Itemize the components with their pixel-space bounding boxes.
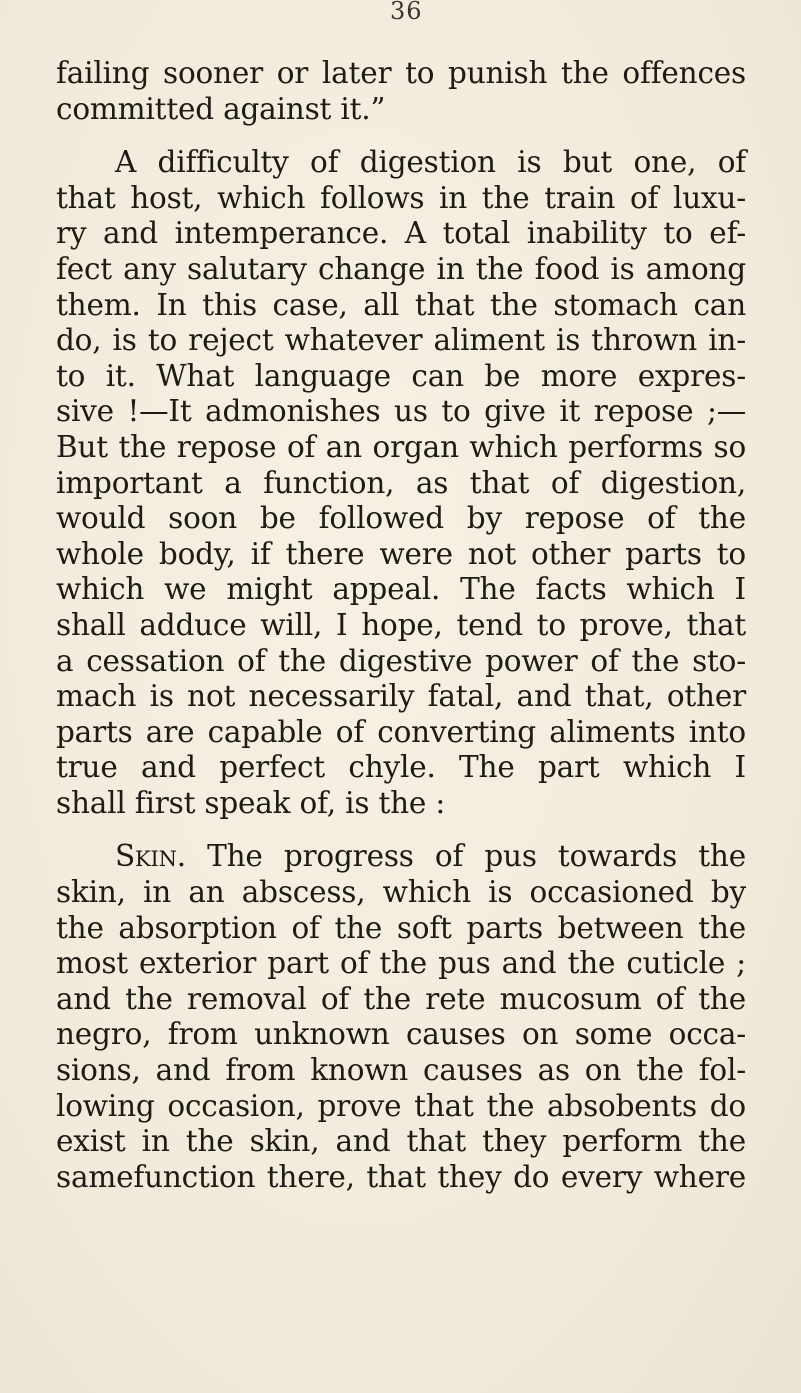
text-line: samefunction there, that they do every where	[56, 1159, 746, 1194]
text-line: do, is to reject whatever aliment is thrown in-	[56, 323, 746, 358]
text-line: skin, in an abscess, which is occasioned by	[56, 875, 746, 910]
text-line: to it. What language can be more expres-	[56, 358, 746, 393]
text-line: lowing occasion, prove that the absobents do	[56, 1088, 746, 1123]
paragraph-digestion	[56, 145, 746, 821]
text-line: Skin. The progress of pus towards the	[115, 839, 746, 874]
page-number: 36	[390, 0, 423, 25]
text-line: sions, and from known causes as on the fol-	[56, 1053, 746, 1088]
text-line: them. In this case, all that the stomach can	[56, 287, 746, 322]
text-line: negro, from unknown causes on some occa-	[56, 1017, 746, 1052]
text-line: the absorption of the soft parts between the	[56, 910, 746, 945]
text-line: true and perfect chyle. The part which I	[56, 750, 746, 785]
text-line: sive !—It admonishes us to give it repose ;—	[56, 394, 746, 429]
text-line: most exterior part of the pus and the cuticle ;	[56, 946, 746, 981]
paragraph-skin	[56, 839, 746, 1195]
text-line: would soon be followed by repose of the	[56, 501, 746, 536]
text-line: mach is not necessarily fatal, and that, other	[56, 679, 746, 714]
text-line: parts are capable of converting aliments into	[56, 714, 746, 749]
paragraph-gap	[56, 127, 746, 145]
text-line: A difficulty of digestion is but one, of	[115, 145, 746, 180]
paragraph-continuation	[56, 56, 746, 127]
text-line: and the removal of the rete mucosum of the	[56, 981, 746, 1016]
text-line: which we might appeal. The facts which I	[56, 572, 746, 607]
text-line: shall first speak of, is the :	[56, 785, 446, 820]
text-line: that host, which follows in the train of luxu-	[56, 180, 746, 215]
paragraph-gap	[56, 821, 746, 839]
text-line: a cessation of the digestive power of the sto-	[56, 643, 746, 678]
text-line: committed against it.”	[56, 91, 386, 126]
text-line: fect any salutary change in the food is among	[56, 251, 746, 286]
body-text	[56, 56, 746, 1195]
text-line: ry and intemperance. A total inability to ef-	[56, 216, 746, 251]
text-line: But the repose of an organ which performs so	[56, 429, 746, 464]
text-line: exist in the skin, and that they perform the	[56, 1124, 746, 1159]
text-line: important a function, as that of digestion,	[56, 465, 746, 500]
text-line: failing sooner or later to punish the offences	[56, 56, 746, 90]
text-line: shall adduce will, I hope, tend to prove, that	[56, 607, 746, 642]
section-lead-in: Skin.	[115, 839, 186, 874]
text-line: whole body, if there were not other parts to	[56, 536, 746, 571]
